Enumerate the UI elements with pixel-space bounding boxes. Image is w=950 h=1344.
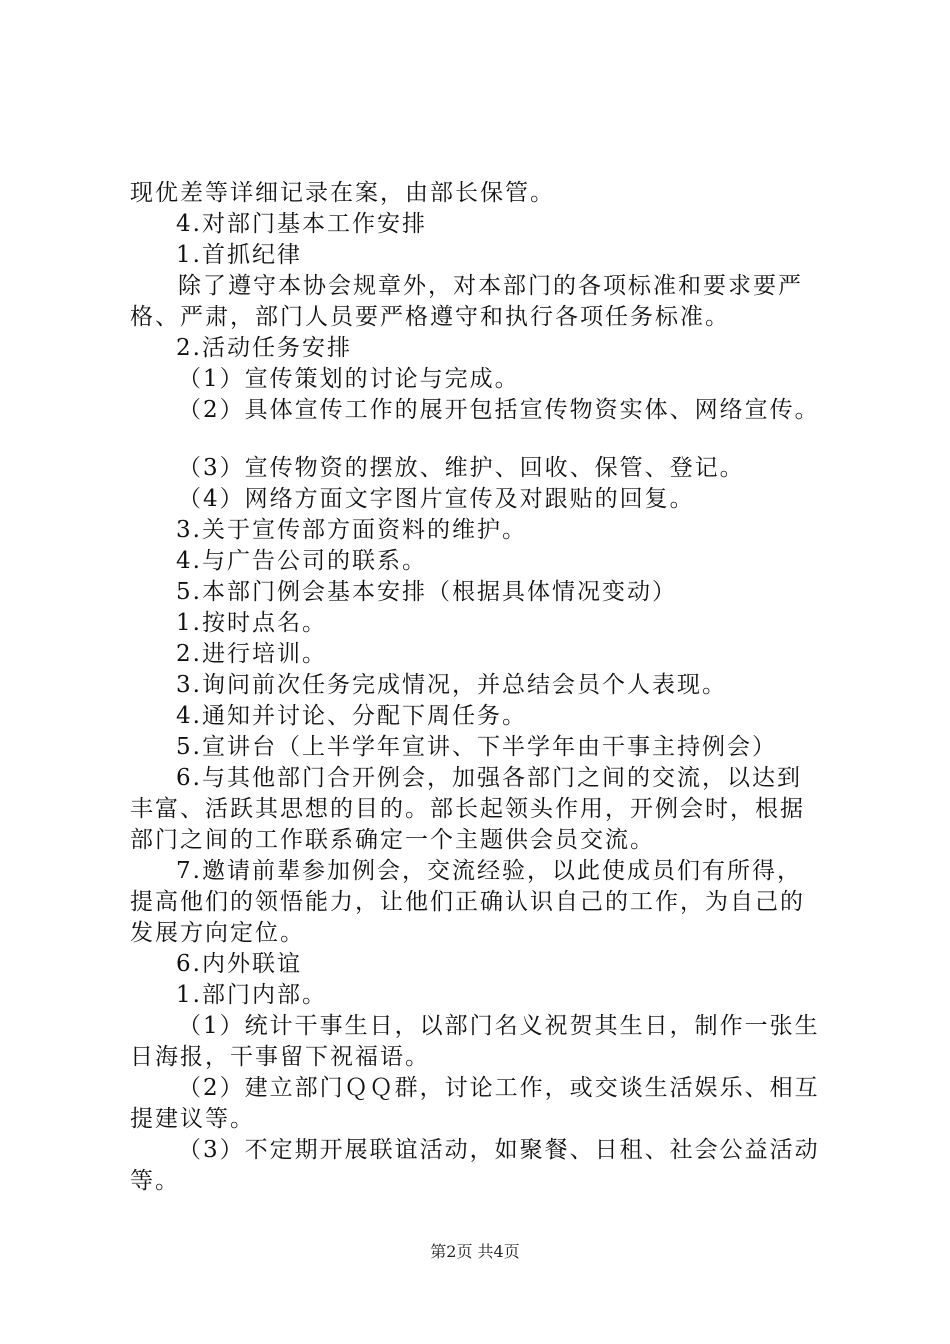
paragraph-line: 格、严肃，部门人员要严格遵守和执行各项任务标准。 (130, 304, 730, 330)
list-item: 1.按时点名。 (176, 610, 327, 636)
section-heading: 4.对部门基本工作安排 (176, 211, 427, 237)
list-item: （3）宣传物资的摆放、维护、回收、保管、登记。 (178, 455, 745, 481)
paragraph-line: 现优差等详细记录在案，由部长保管。 (130, 180, 555, 206)
subsection-heading: 1.部门内部。 (176, 982, 327, 1008)
paragraph-line: 丰富、活跃其思想的目的。部长起领头作用，开例会时，根据 (130, 796, 805, 822)
list-item: （1）统计干事生日，以部门名义祝贺其生日，制作一张生 (178, 1013, 820, 1039)
subsection-heading: 1.首抓纪律 (176, 242, 302, 268)
list-item: 4.与广告公司的联系。 (176, 548, 427, 574)
list-item: 3.关于宣传部方面资料的维护。 (176, 517, 527, 543)
paragraph-line: 提高他们的领悟能力，让他们正确认识自己的工作，为自己的 (130, 889, 805, 915)
page-number-footer: 第2页 共4页 (430, 1242, 520, 1261)
list-item: 3.询问前次任务完成情况，并总结会员个人表现。 (176, 672, 727, 698)
list-item: 4.通知并讨论、分配下周任务。 (176, 703, 527, 729)
paragraph-line: 提建议等。 (130, 1106, 255, 1132)
list-item: 7.邀请前辈参加例会，交流经验，以此使成员们有所得， (176, 858, 802, 884)
paragraph-line: 发展方向定位。 (130, 920, 305, 946)
list-item: （3）不定期开展联谊活动，如聚餐、日租、社会公益活动 (178, 1137, 820, 1163)
section-heading: 6.内外联谊 (176, 951, 302, 977)
paragraph-line: 日海报，干事留下祝福语。 (130, 1044, 430, 1070)
list-item: （4）网络方面文字图片宣传及对跟贴的回复。 (178, 486, 695, 512)
list-item: 2.进行培训。 (176, 641, 327, 667)
subsection-heading: 2.活动任务安排 (176, 335, 352, 361)
section-heading: 5.本部门例会基本安排（根据具体情况变动） (176, 579, 677, 605)
list-item: 5.宣讲台（上半学年宣讲、下半学年由干事主持例会） (176, 734, 777, 760)
paragraph-line: 等。 (130, 1168, 180, 1194)
list-item: （2）具体宣传工作的展开包括宣传物资实体、网络宣传。 (178, 397, 820, 423)
paragraph-line: 部门之间的工作联系确定一个主题供会员交流。 (130, 827, 655, 853)
list-item: 6.与其他部门合开例会，加强各部门之间的交流，以达到 (176, 765, 802, 791)
list-item: （2）建立部门ＱＱ群，讨论工作，或交谈生活娱乐、相互 (178, 1075, 820, 1101)
paragraph-line: 除了遵守本协会规章外，对本部门的各项标准和要求要严 (178, 273, 803, 299)
list-item: （1）宣传策划的讨论与完成。 (178, 366, 520, 392)
